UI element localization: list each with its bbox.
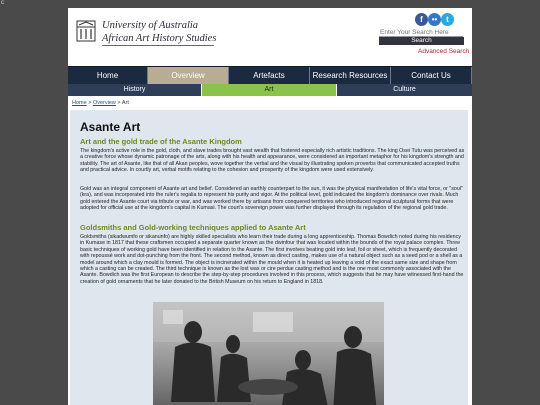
subnav-item-culture[interactable]: Culture xyxy=(337,84,472,96)
subnav-item-art[interactable]: Art xyxy=(202,84,337,96)
logo-university-name: University of Australia xyxy=(102,20,199,31)
secondary-nav xyxy=(68,84,472,96)
twitter-icon[interactable]: t xyxy=(441,13,454,26)
breadcrumb-overview-link[interactable]: Overview xyxy=(92,100,116,106)
nav-item-research-resources[interactable]: Research Resources xyxy=(310,67,391,84)
logo-department-name: African Art History Studies xyxy=(102,33,217,44)
paragraph-gold-integral: Gold was an integral component of Asante art and belief. Considered an earthly counterpart to the sun, it was the physical manifestation of life's vital force, or "soul" (kra), and was incorporated into the ruler's regalia to represent his purity and vigor. At the political level, gold indicated the kingdom's dominance over rivals. Much gold entered the Asante court via tribute or war, and was worked there by artisans from conquered territories who introduced regional sculptural forms that were adopted for official use at the kingdom's capital in Kumasi. The court's sovereign power was further displayed through its regulation of the regional gold trade. xyxy=(80,186,463,212)
section-heading-gold-trade: Art and the gold trade of the Asante Kingdom xyxy=(80,137,242,146)
flickr-icon[interactable]: •• xyxy=(428,13,441,26)
primary-nav xyxy=(68,66,472,84)
breadcrumb-current: Art xyxy=(121,100,129,106)
advanced-search-link[interactable]: Advanced Search xyxy=(418,48,470,55)
breadcrumb-separator: > xyxy=(115,100,122,106)
search-input[interactable] xyxy=(379,29,463,37)
nav-item-home[interactable]: Home xyxy=(68,67,148,84)
paragraph-kingdom-role: The kingdom's active role in the gold, cloth, and slave trades brought vast wealth that fostered especially rich artistic traditions. The king Osei Tutu was perceived as a creative force whose dynamic patronage of the arts, along with his health and appearance, were considered an important metaphor for his kingdom's strength and stability. The art of Asante, like that of all Akan peoples, wove together the verbal and the visual by illustrating spoken proverbs that communicated accepted truths and practical advice. In courtly art, verbal motifs relating to the cohesion and prosperity of the kingdom were used extensively. xyxy=(80,148,465,174)
page-container xyxy=(68,8,472,405)
subnav-item-history[interactable]: History xyxy=(68,84,202,96)
main-content xyxy=(70,110,468,405)
page-title: Asante Art xyxy=(80,120,141,134)
site-header xyxy=(68,8,472,66)
nav-item-artefacts[interactable]: Artefacts xyxy=(229,67,310,84)
nav-item-contact-us[interactable]: Contact Us xyxy=(391,67,472,84)
logo-divider xyxy=(102,45,214,46)
facebook-icon[interactable]: f xyxy=(415,13,428,26)
nav-item-overview[interactable]: Overview xyxy=(148,67,229,84)
goldsmiths-photograph xyxy=(153,302,384,405)
university-logo[interactable] xyxy=(76,18,221,46)
corner-mark: c xyxy=(1,0,4,6)
breadcrumb-separator: > xyxy=(86,100,93,106)
paragraph-goldsmiths: Goldsmiths (sikadwumfo or sikanunfo) are highly skilled specialists who learn their trade during a long apprenticeship. Thomas Bowdich noted during his residency in Kumase in 1817 that these craftsmen occupied a separate quarter known as the dwinfour that was located within the bounds of the royal palace complex. Three basic techniques of working gold have been identified in relation to the Asante. The first involves beating gold into leaf, foil or sheet, which is frequently decorated with repoussé work and dot-punching from the front. The second method, known as direct casting, makes use of a natural object such as a seed pod or a shell as a model around which a clay mould is formed. The object is incinerated within the mould when it is heated up leaving a void of the exact same size and shape from which a casting can be created. The third technique is known as the lost wax or cire perdue casting method and is the one most commonly associated with the Asante. Bowdich was the first European to describe the step-by-step procedures involved in this process, which suggests that he may have witnessed first-hand the creation of gold ornaments that he later donated to the British Museum on his return to England in 1818. xyxy=(80,234,464,285)
crest-icon xyxy=(76,20,96,42)
breadcrumb-home-link[interactable]: Home xyxy=(72,100,87,106)
breadcrumb xyxy=(72,100,129,106)
section-heading-goldsmiths: Goldsmiths and Gold-working techniques applied to Asante Art xyxy=(80,223,306,232)
search-button[interactable]: Search xyxy=(379,37,464,45)
